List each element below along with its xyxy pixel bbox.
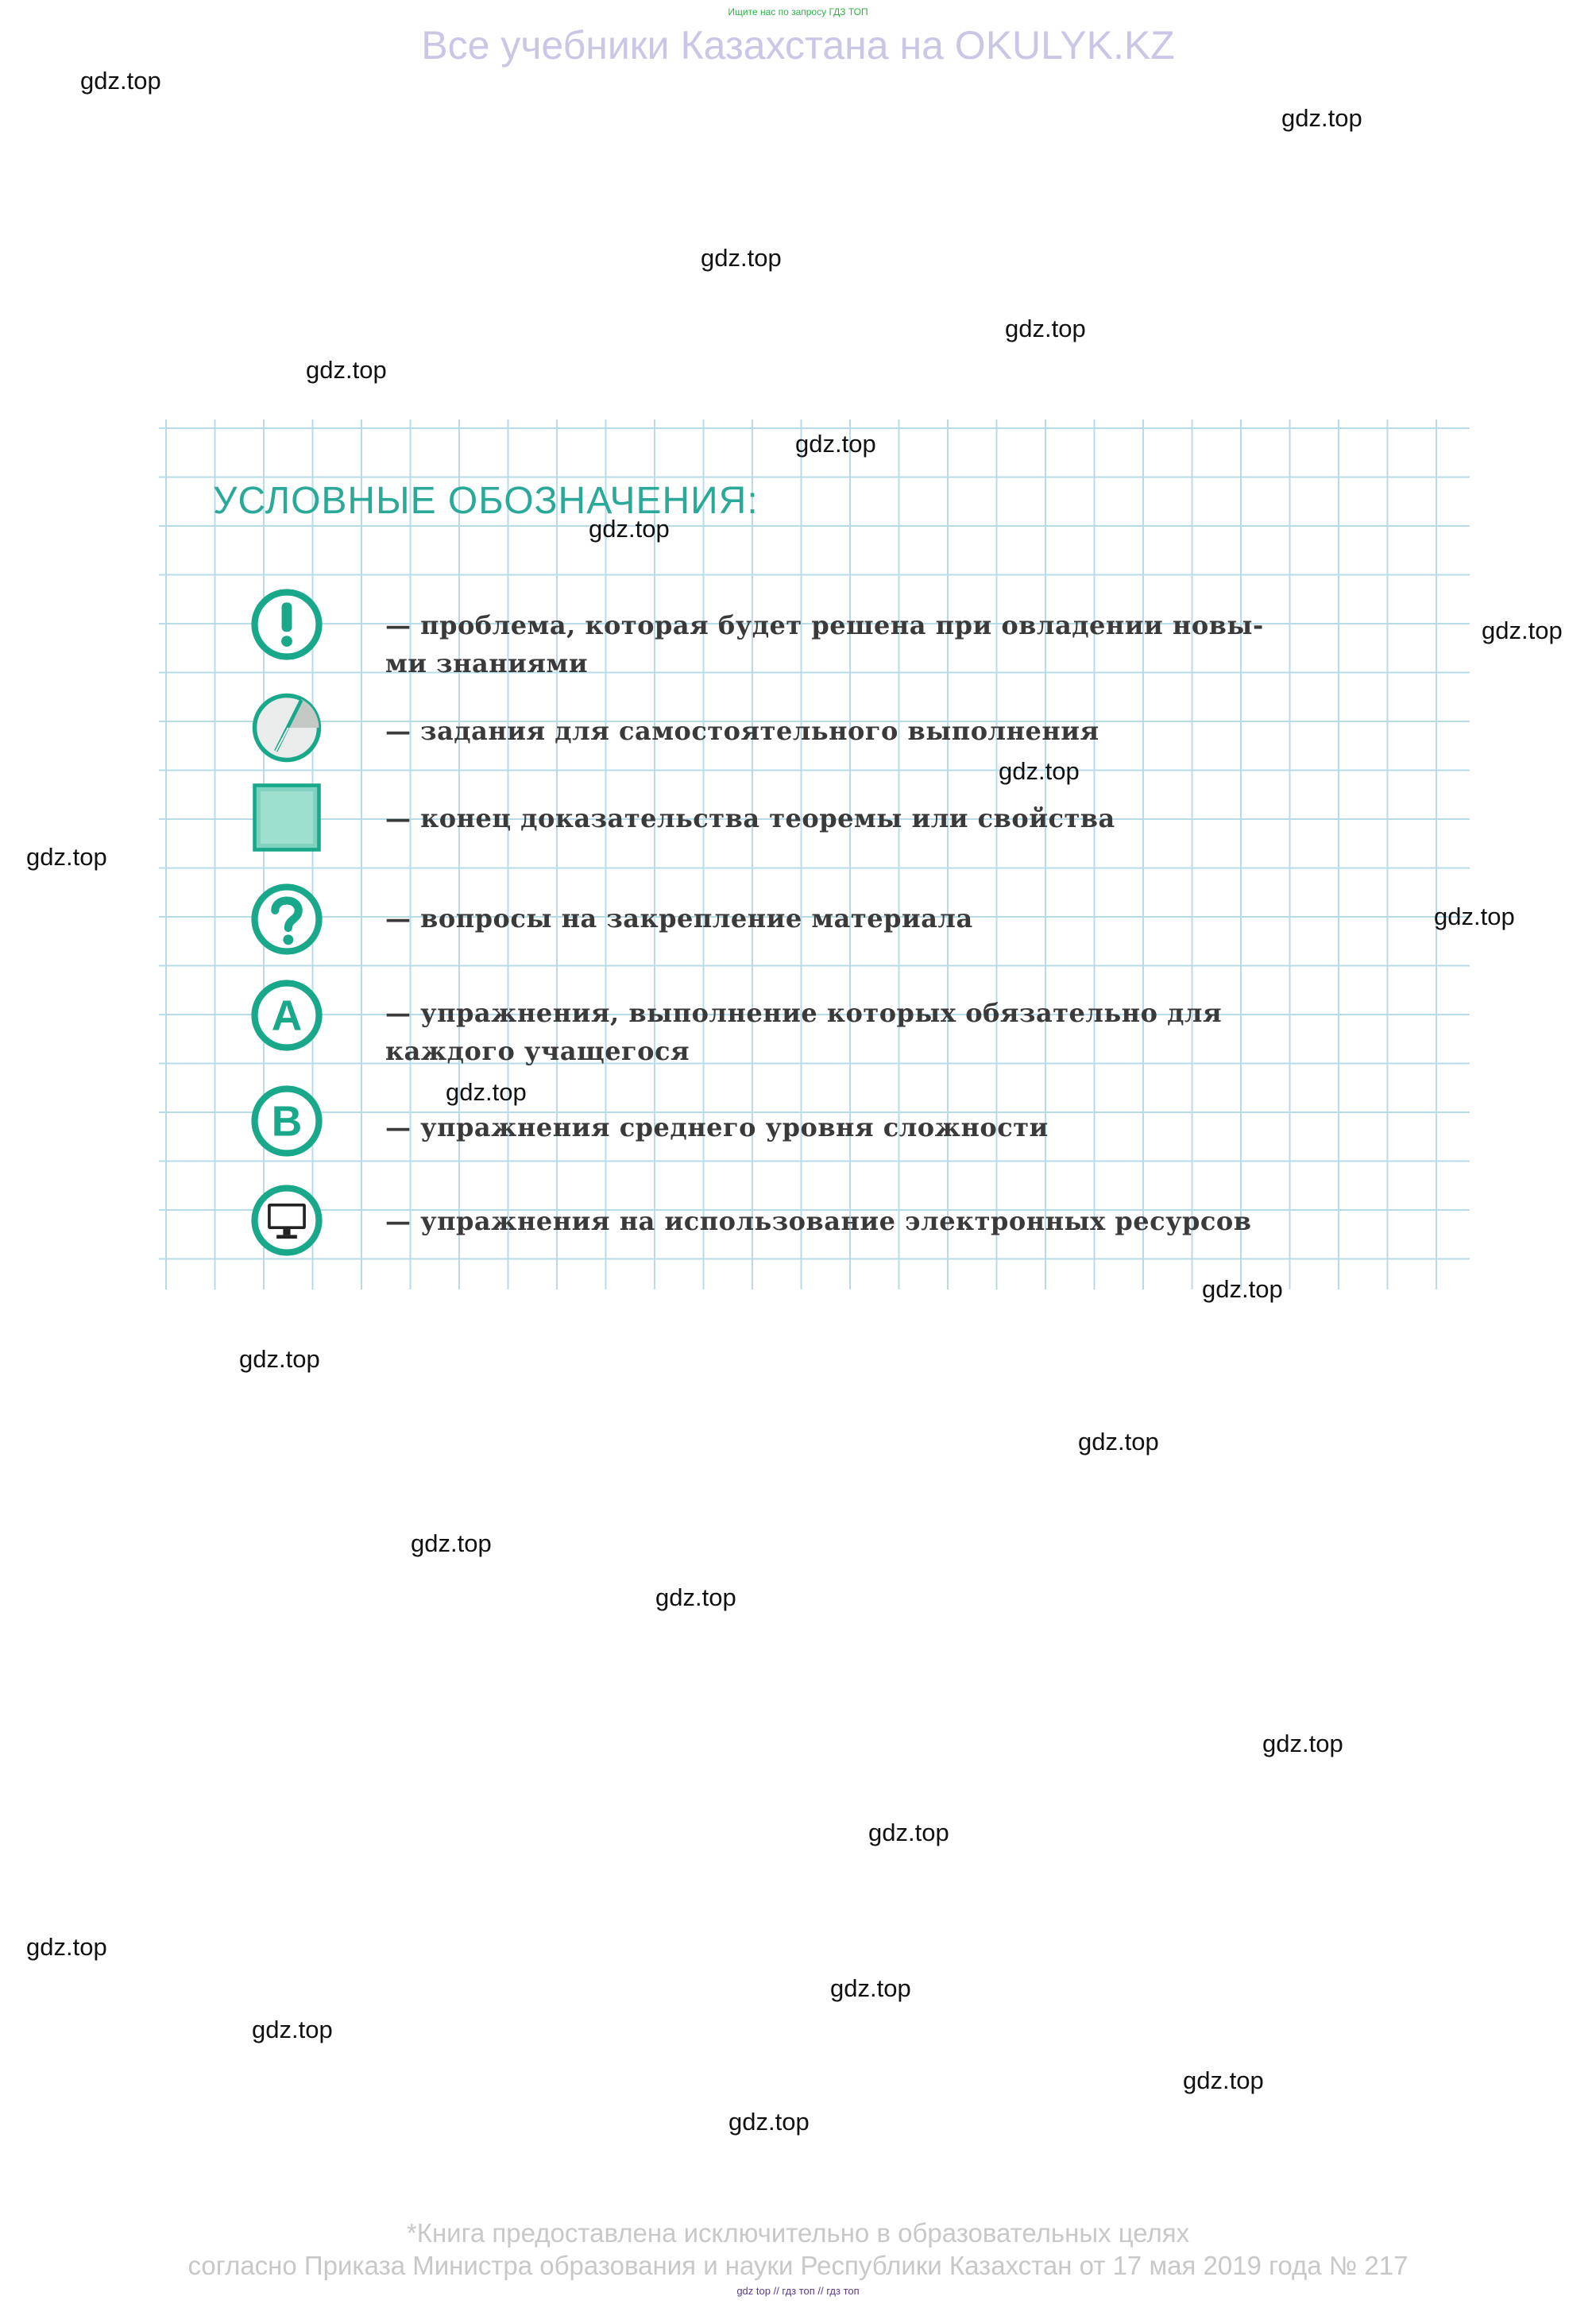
- legend-item-electronic: — упражнения на использование электронных ресурсов: [385, 1206, 1252, 1236]
- question-icon: [250, 883, 323, 956]
- watermark: gdz.top: [868, 1819, 949, 1846]
- square-icon: [250, 781, 323, 854]
- watermark: gdz.top: [26, 843, 107, 871]
- watermark: gdz.top: [239, 1345, 320, 1373]
- site-title[interactable]: Все учебники Казахстана на OKULYK.KZ: [421, 23, 1175, 68]
- exclamation-icon: [250, 588, 323, 661]
- legend-item-level-b: — упражнения среднего уровня сложности: [385, 1112, 1049, 1142]
- watermark: gdz.top: [446, 1078, 527, 1106]
- svg-text:B: B: [271, 1098, 303, 1146]
- watermark: gdz.top: [830, 1974, 911, 2002]
- footer-disclaimer: *Книга предоставлена исключительно в образовательных целях: [406, 2218, 1190, 2248]
- legend-grid-panel: [159, 419, 1470, 1289]
- watermark: gdz.top: [1183, 2066, 1264, 2094]
- watermark: gdz.top: [306, 356, 387, 384]
- legend-item-questions: — вопросы на закрепление материала: [385, 903, 973, 934]
- watermark: gdz.top: [1202, 1275, 1283, 1303]
- footer-links[interactable]: gdz top // гдз топ // гдз топ: [736, 2285, 860, 2297]
- monitor-icon: [250, 1184, 323, 1257]
- letter-b-icon: [250, 1084, 323, 1158]
- watermark: gdz.top: [1078, 1428, 1159, 1455]
- svg-text:A: A: [271, 992, 303, 1040]
- watermark: gdz.top: [589, 515, 670, 543]
- watermark: gdz.top: [1281, 104, 1362, 132]
- legend-item-problem: — проблема, которая будет решена при овладении новы- ми знаниями: [385, 610, 1264, 678]
- legend-item-self-study: — задания для самостоятельного выполнения: [385, 716, 1099, 746]
- letter-a-icon: [250, 979, 323, 1052]
- watermark: gdz.top: [80, 67, 161, 95]
- watermark: gdz.top: [728, 2108, 810, 2136]
- watermark: gdz.top: [26, 1933, 107, 1961]
- watermark: gdz.top: [1262, 1730, 1343, 1757]
- legend-item-proof-end: — конец доказательства теоремы или свойства: [385, 803, 1115, 833]
- footer-order-reference: согласно Приказа Министра образования и науки Республики Казахстан от 17 мая 2019 года № 217: [187, 2251, 1409, 2280]
- watermark: gdz.top: [1482, 617, 1563, 644]
- watermark: gdz.top: [1434, 903, 1515, 930]
- legend-title: УСЛОВНЫЕ ОБОЗНАЧЕНИЯ:: [213, 480, 759, 522]
- watermark: gdz.top: [999, 757, 1080, 785]
- compass-icon: [250, 691, 323, 764]
- watermark: gdz.top: [1005, 315, 1086, 342]
- legend-item-level-a: — упражнения, выполнение которых обязательно для каждого учащегося: [385, 998, 1223, 1066]
- watermark: gdz.top: [252, 2016, 333, 2043]
- watermark: gdz.top: [701, 244, 782, 272]
- watermark: gdz.top: [411, 1529, 492, 1557]
- watermark: gdz.top: [655, 1583, 736, 1611]
- watermark: gdz.top: [795, 430, 876, 458]
- search-note: Ищите нас по запросу ГДЗ ТОП: [728, 6, 868, 17]
